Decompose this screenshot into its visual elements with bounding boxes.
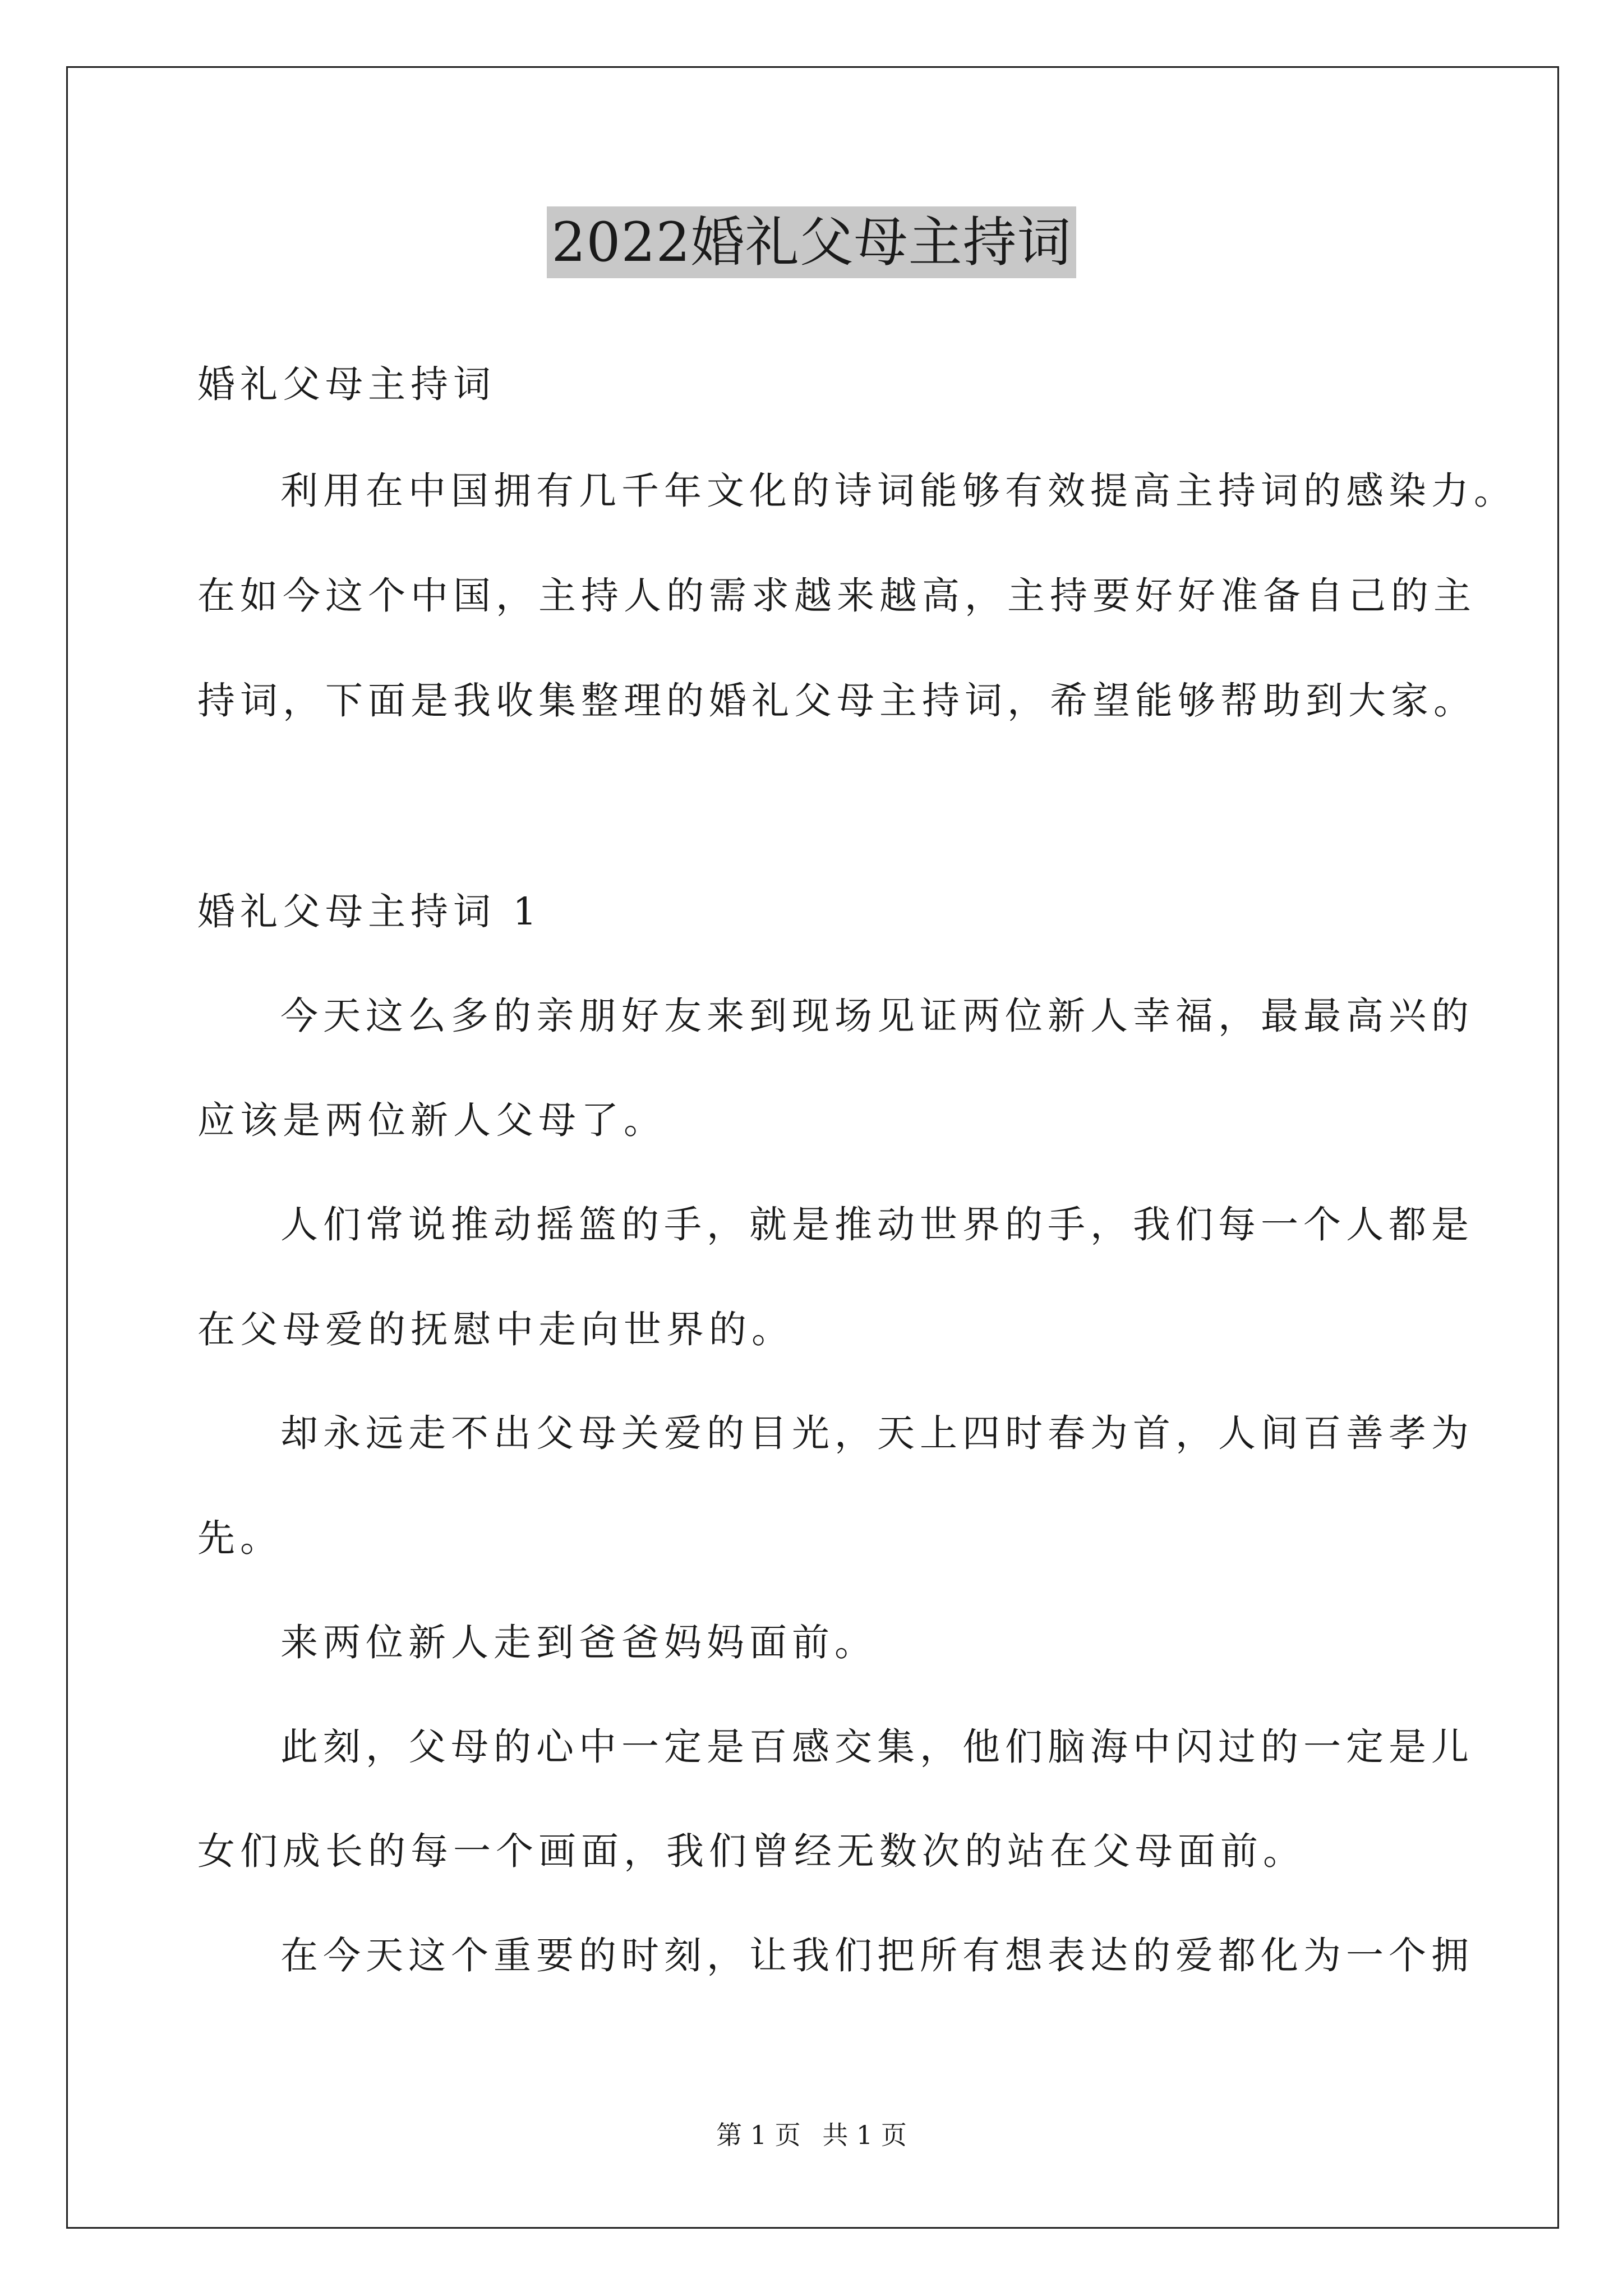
page-number: 第 1 页 [716, 2120, 801, 2150]
section-heading: 婚礼父母主持词 [197, 362, 496, 406]
total-pages: 共 1 页 [822, 2120, 907, 2150]
title-container [0, 206, 1623, 278]
paragraph-line: 女们成长的每一个画面，我们曾经无数次的站在父母面前。 [197, 1829, 1306, 1873]
section-heading: 婚礼父母主持词 1 [197, 890, 542, 933]
paragraph-line: 利用在中国拥有几千年文化的诗词能够有效提高主持词的感染力。 [280, 469, 1516, 513]
paragraph-line: 此刻，父母的心中一定是百感交集，他们脑海中闪过的一定是儿 [280, 1725, 1474, 1769]
paragraph-line: 今天这么多的亲朋好友来到现场见证两位新人幸福，最最高兴的 [280, 994, 1474, 1038]
page-footer [0, 2118, 1623, 2152]
paragraph-line: 在如今这个中国，主持人的需求越来越高，主持要好好准备自己的主 [197, 574, 1476, 618]
paragraph-line: 在父母爱的抚慰中走向世界的。 [197, 1308, 794, 1351]
paragraph-line: 持词，下面是我收集整理的婚礼父母主持词，希望能够帮助到大家。 [197, 679, 1476, 723]
paragraph-line: 先。 [197, 1516, 283, 1560]
paragraph-line: 人们常说推动摇篮的手，就是推动世界的手，我们每一个人都是 [280, 1203, 1474, 1246]
document-title: 2022婚礼父母主持词 [547, 206, 1076, 278]
paragraph-line: 来两位新人走到爸爸妈妈面前。 [280, 1621, 877, 1664]
paragraph-line: 却永远走不出父母关爱的目光，天上四时春为首，人间百善孝为 [280, 1411, 1474, 1455]
paragraph-line: 应该是两位新人父母了。 [197, 1098, 666, 1142]
paragraph-line: 在今天这个重要的时刻，让我们把所有想表达的爱都化为一个拥 [280, 1934, 1474, 1977]
